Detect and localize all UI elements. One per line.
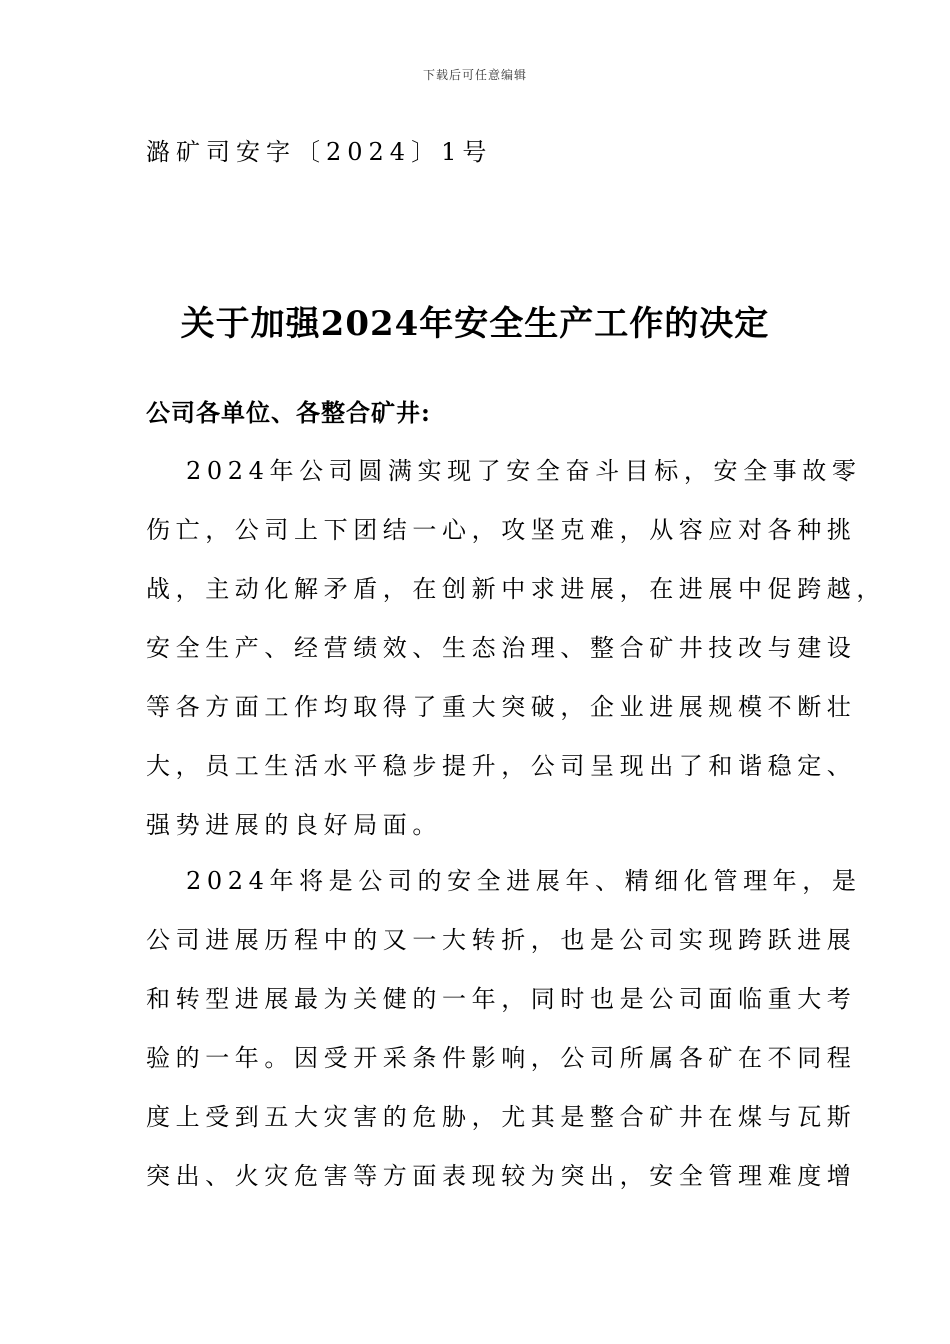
- text-line: 2024年公司圆满实现了安全奋斗目标，安全事故零: [186, 457, 862, 485]
- document-number: 潞矿司安字〔2024〕1号: [146, 138, 493, 166]
- text-line: 公司进展历程中的又一大转折，也是公司实现跨跃进展: [146, 926, 857, 954]
- text-line: 等各方面工作均取得了重大突破，企业进展规模不断壮: [146, 693, 857, 721]
- document-title: 关于加强2024年安全生产工作的决定: [180, 304, 770, 344]
- text-line: 强势进展的良好局面。: [146, 811, 442, 839]
- text-line: 大，员工生活水平稳步提升，公司呈现出了和谐稳定、: [146, 752, 857, 780]
- text-line: 和转型进展最为关健的一年，同时也是公司面临重大考: [146, 985, 857, 1013]
- text-line: 战，主动化解矛盾，在创新中求进展，在进展中促跨越，: [146, 575, 886, 603]
- text-line: 伤亡，公司上下团结一心，攻坚克难，从容应对各种挑: [146, 516, 857, 544]
- salutation: 公司各单位、各整合矿井:: [146, 398, 431, 427]
- text-line: 度上受到五大灾害的危胁，尤其是整合矿井在煤与瓦斯: [146, 1103, 857, 1131]
- text-line: 验的一年。因受开采条件影响，公司所属各矿在不同程: [146, 1044, 857, 1072]
- header-note: 下载后可任意编辑: [422, 68, 527, 82]
- text-line: 安全生产、经营绩效、生态治理、整合矿井技改与建设: [146, 634, 857, 662]
- text-line: 突出、火灾危害等方面表现较为突出，安全管理难度增: [146, 1162, 857, 1190]
- text-line: 2024年将是公司的安全进展年、精细化管理年，是: [186, 867, 862, 895]
